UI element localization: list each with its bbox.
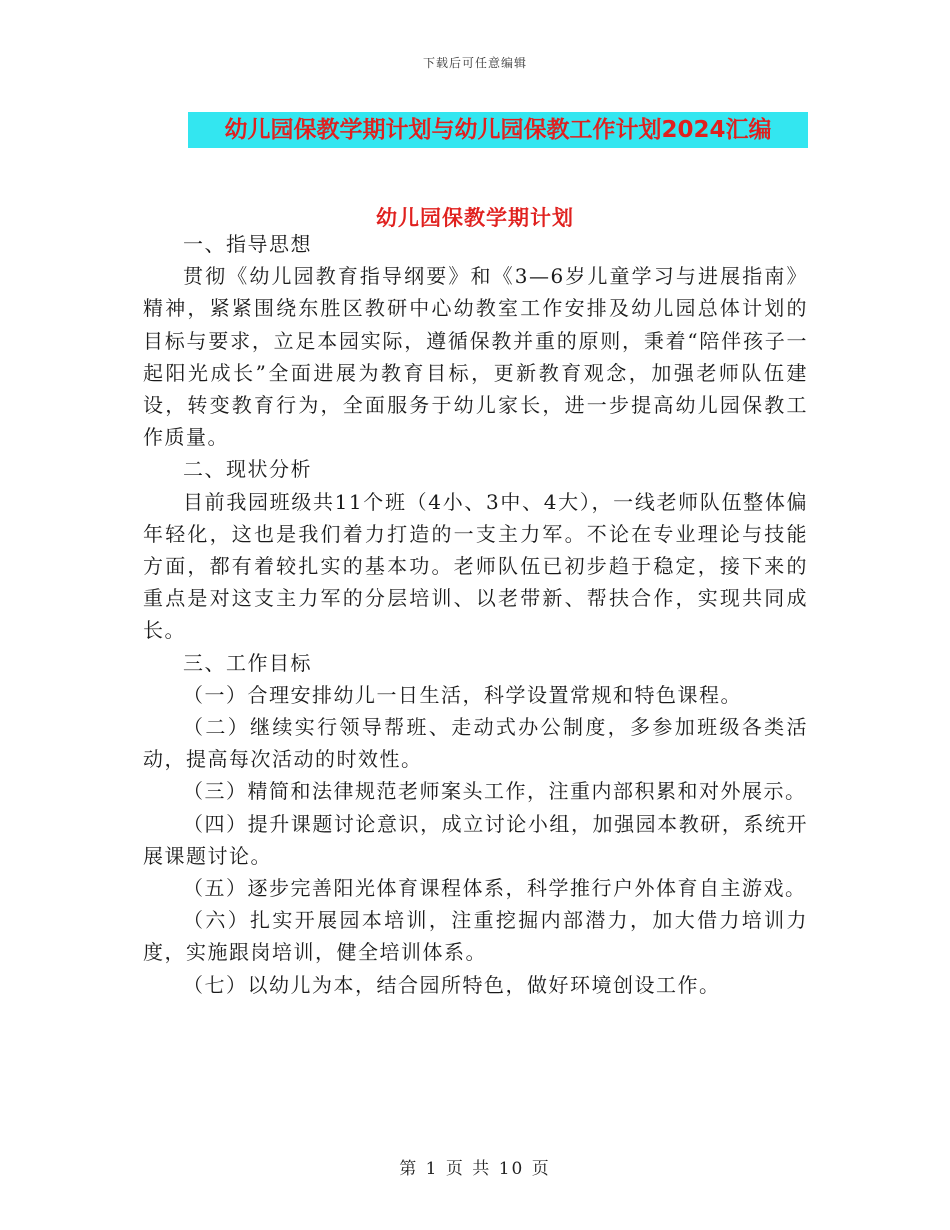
section-title: 幼儿园保教学期计划	[376, 206, 574, 230]
goal-item-3: （三）精简和法律规范老师案头工作，注重内部积累和对外展示。	[183, 779, 807, 804]
goal-item-7: （七）以幼儿为本，结合园所特色，做好环境创设工作。	[183, 972, 721, 997]
document-title: 幼儿园保教学期计划与幼儿园保教工作计划2024汇编	[224, 117, 772, 143]
page-footer: 第 1 页 共 10 页	[399, 1159, 551, 1179]
goal-item-4: （四）提升课题讨论意识，成立讨论小组，加强园本教研，系统开展课题讨论。	[143, 811, 808, 868]
document-body	[143, 228, 808, 1001]
goal-item-2: （二）继续实行领导帮班、走动式办公制度，多参加班级各类活动，提高每次活动的时效性。	[143, 715, 808, 772]
paragraph-guiding-ideology: 贯彻《幼儿园教育指导纲要》和《3—6岁儿童学习与进展指南》精神，紧紧围绕东胜区教研中心幼教室工作安排及幼儿园总体计划的目标与要求，立足本园实际，遵循保教并重的原则，秉着“陪伴孩子一起阳光成长”全面进展为教育目标，更新教育观念，加强老师队伍建设，转变教育行为，全面服务于幼儿家长，进一步提高幼儿园保教工作质量。	[143, 264, 808, 450]
document-title-highlight	[188, 112, 808, 148]
goal-item-6: （六）扎实开展园本培训，注重挖掘内部潜力，加大借力培训力度，实施跟岗培训，健全培训体系。	[143, 908, 808, 965]
paragraph-status-analysis: 目前我园班级共11个班（4小、3中、4大），一线老师队伍整体偏年轻化，这也是我们着力打造的一支主力军。不论在专业理论与技能方面，都有着较扎实的基本功。老师队伍已初步趋于稳定，接下来的重点是对这支主力军的分层培训、以老带新、帮扶合作，实现共同成长。	[143, 489, 808, 643]
page-header-note: 下载后可任意编辑	[422, 56, 527, 70]
heading-status-analysis: 二、现状分析	[183, 457, 312, 482]
heading-work-goals: 三、工作目标	[183, 650, 312, 675]
goal-item-1: （一）合理安排幼儿一日生活，科学设置常规和特色课程。	[183, 682, 742, 707]
goal-item-5: （五）逐步完善阳光体育课程体系，科学推行户外体育自主游戏。	[183, 876, 807, 901]
heading-guiding-ideology: 一、指导思想	[183, 232, 312, 256]
